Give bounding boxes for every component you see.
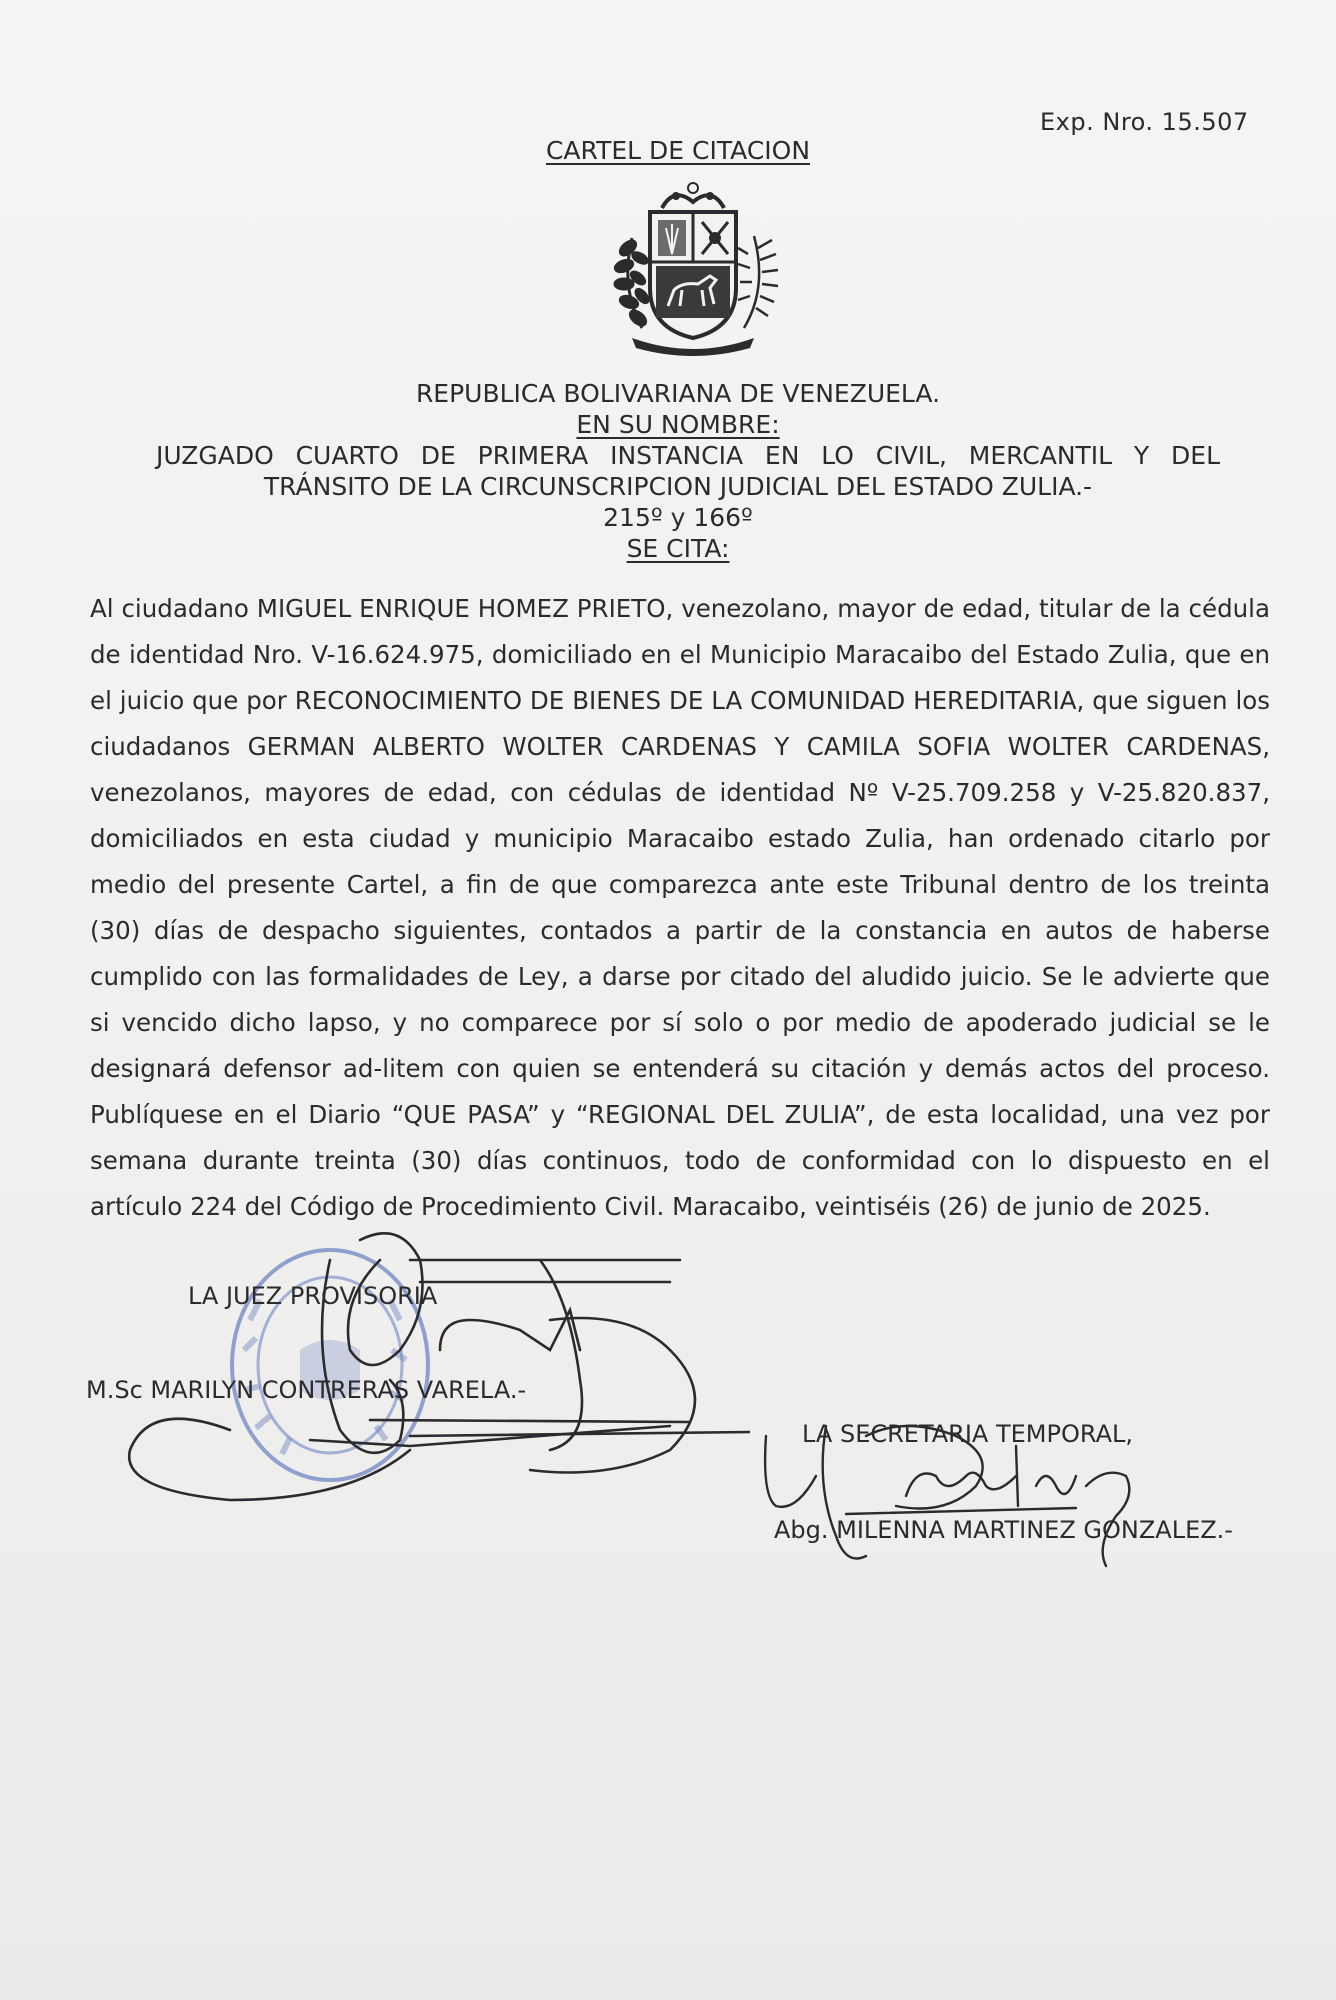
document-title: CARTEL DE CITACION [545,136,811,165]
court-stamp-icon [220,1240,440,1490]
citation-body: Al ciudadano MIGUEL ENRIQUE HOMEZ PRIETO, venezolano, mayor de edad, titular de la cédula de identidad Nro. V-16.624.975, domiciliado en el Municipio Maracaibo del Estado Zulia, que en el juicio que por RECONOCIMIENTO DE BIENES DE LA COMUNIDAD HEREDITARIA, que siguen los ciudadanos GERMAN ALBERTO WOLTER CARDENAS Y CAMILA SOFIA WOLTER CARDENAS, venezolanos, mayores de edad, con cédulas de identidad Nº V-25.709.258 y V-25.820.837, domiciliados en esta ciudad y municipio Maracaibo estado Zulia, han ordenado citarlo por medio del presente Cartel, a fin de que comparezca ante este Tribunal dentro de los treinta (30) días de despacho siguientes, contados a partir de la constancia en autos de haberse cumplido con las formalidades de Ley, a darse por citado del aludido juicio. Se le advierte que si vencido dicho lapso, y no comparece por sí solo o por medio de apoderado judicial se le designará defensor ad-litem con quien se entenderá su citación y demás actos del proceso. Publíquese en el Diario “QUE PASA” y “REGIONAL DEL ZULIA”, de esta localidad, una vez por semana durante treinta (30) días continuos, todo de conformidad con lo dispuesto en el artículo 224 del Código de Procedimiento Civil. Maracaibo, veintiséis (26) de junio de 2025. [90,594,1270,1221]
se-cita-heading: SE CITA: [626,534,730,563]
judge-title: LA JUEZ PROVISORIA [188,1282,438,1310]
republic-name: REPUBLICA BOLIVARIANA DE VENEZUELA. [415,379,941,408]
court-name-line2: TRÁNSITO DE LA CIRCUNSCRIPCION JUDICIAL DEL ESTADO ZULIA.- [263,472,1093,501]
secretary-title: LA SECRETARIA TEMPORAL, [802,1420,1133,1448]
secretary-name: Abg. MILENNA MARTINEZ GONZALEZ.- [774,1516,1233,1544]
expediente-number: Exp. Nro. 15.507 [1040,108,1249,136]
years-line: 215º y 166º [603,503,753,532]
court-header [120,378,1236,564]
judge-name: M.Sc MARILYN CONTRERAS VARELA.- [86,1376,527,1404]
en-su-nombre: EN SU NOMBRE: [576,410,780,439]
court-name-line1: JUZGADO CUARTO DE PRIMERA INSTANCIA EN LO CIVIL, MERCANTIL Y DEL [156,441,1220,470]
coat-of-arms-icon [602,178,784,356]
